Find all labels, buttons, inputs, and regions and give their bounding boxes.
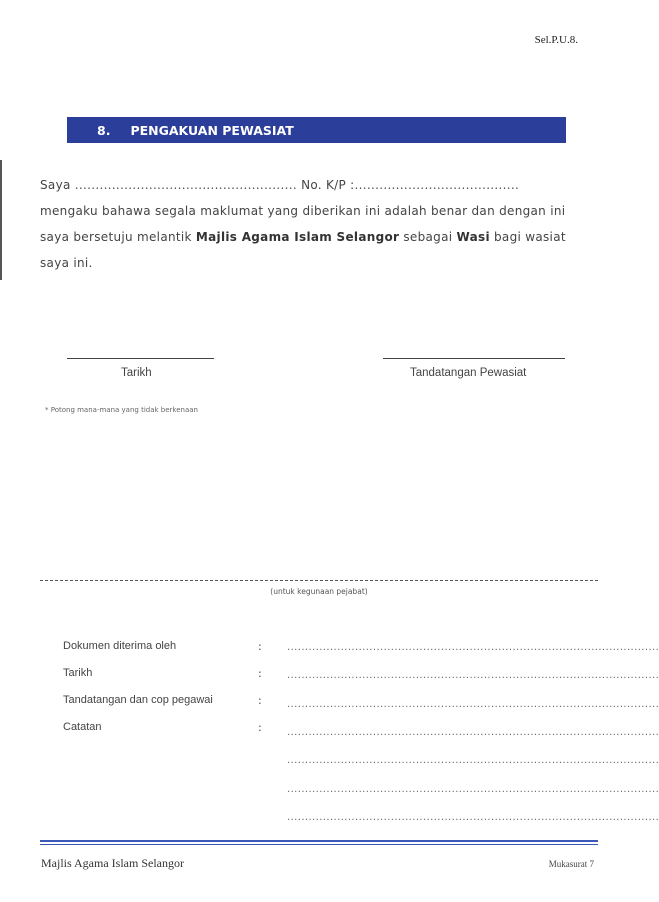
officer-signature-field[interactable]: ........................................................................................................: [287, 699, 659, 710]
date-signature-line[interactable]: [67, 358, 214, 359]
received-by-field[interactable]: ........................................................................................................: [287, 642, 659, 653]
binding-mark: [0, 160, 2, 280]
footnote: * Potong mana-mana yang tidak berkenaan: [45, 406, 198, 414]
wasi-term: Wasi: [456, 230, 490, 244]
office-date-label: Tarikh: [63, 667, 93, 679]
notes-field-line-3[interactable]: ........................................................................................................: [287, 784, 659, 795]
cut-line: [40, 580, 598, 581]
line3-text: saya bersetuju melantik: [40, 230, 192, 244]
kp-label: No. K/P :: [301, 178, 355, 192]
line3-text-mid: sebagai: [403, 230, 453, 244]
office-date-field[interactable]: ........................................................................................................: [287, 670, 659, 681]
declaration-paragraph: [40, 172, 598, 276]
declaration-line-3: [40, 224, 598, 250]
office-use-caption: (untuk kegunaan pejabat): [270, 587, 368, 596]
officer-signature-colon: :: [258, 694, 262, 707]
received-by-label: Dokumen diterima oleh: [63, 640, 177, 652]
ic-number-field[interactable]: ........................................: [354, 178, 520, 192]
testator-signature-label: Tandatangan Pewasiat: [410, 367, 527, 379]
declaration-line-1: [40, 172, 598, 198]
notes-label: Catatan: [63, 721, 102, 733]
office-date-colon: :: [258, 667, 262, 680]
notes-field-line-1[interactable]: ........................................................................................................: [287, 727, 659, 738]
form-reference: Sel.P.U.8.: [534, 34, 578, 46]
section-number: 8.: [97, 122, 111, 138]
footer-rule-thin: [40, 844, 598, 845]
notes-field-line-4[interactable]: ........................................................................................................: [287, 812, 659, 823]
section-title: PENGAKUAN PEWASIAT: [130, 122, 294, 138]
testator-signature-line[interactable]: [383, 358, 565, 359]
officer-signature-label: Tandatangan dan cop pegawai: [63, 694, 213, 706]
organization-name: Majlis Agama Islam Selangor: [195, 230, 400, 244]
notes-colon: :: [258, 721, 262, 734]
date-label: Tarikh: [121, 367, 152, 379]
line3-text-end: bagi wasiat: [494, 230, 566, 244]
footer-organization: Majlis Agama Islam Selangor: [41, 856, 184, 870]
received-by-colon: :: [258, 640, 262, 653]
declaration-line-4: saya ini.: [40, 256, 93, 270]
notes-field-line-2[interactable]: ........................................................................................................: [287, 755, 659, 766]
section-header: [67, 117, 566, 143]
declaration-line-2: mengaku bahawa segala maklumat yang diberikan ini adalah benar dan dengan ini: [40, 204, 566, 218]
saya-label: Saya: [40, 178, 71, 192]
footer-rule: [40, 840, 598, 842]
page-number: Mukasurat 7: [548, 859, 594, 869]
name-field[interactable]: ......................................................: [74, 178, 297, 192]
